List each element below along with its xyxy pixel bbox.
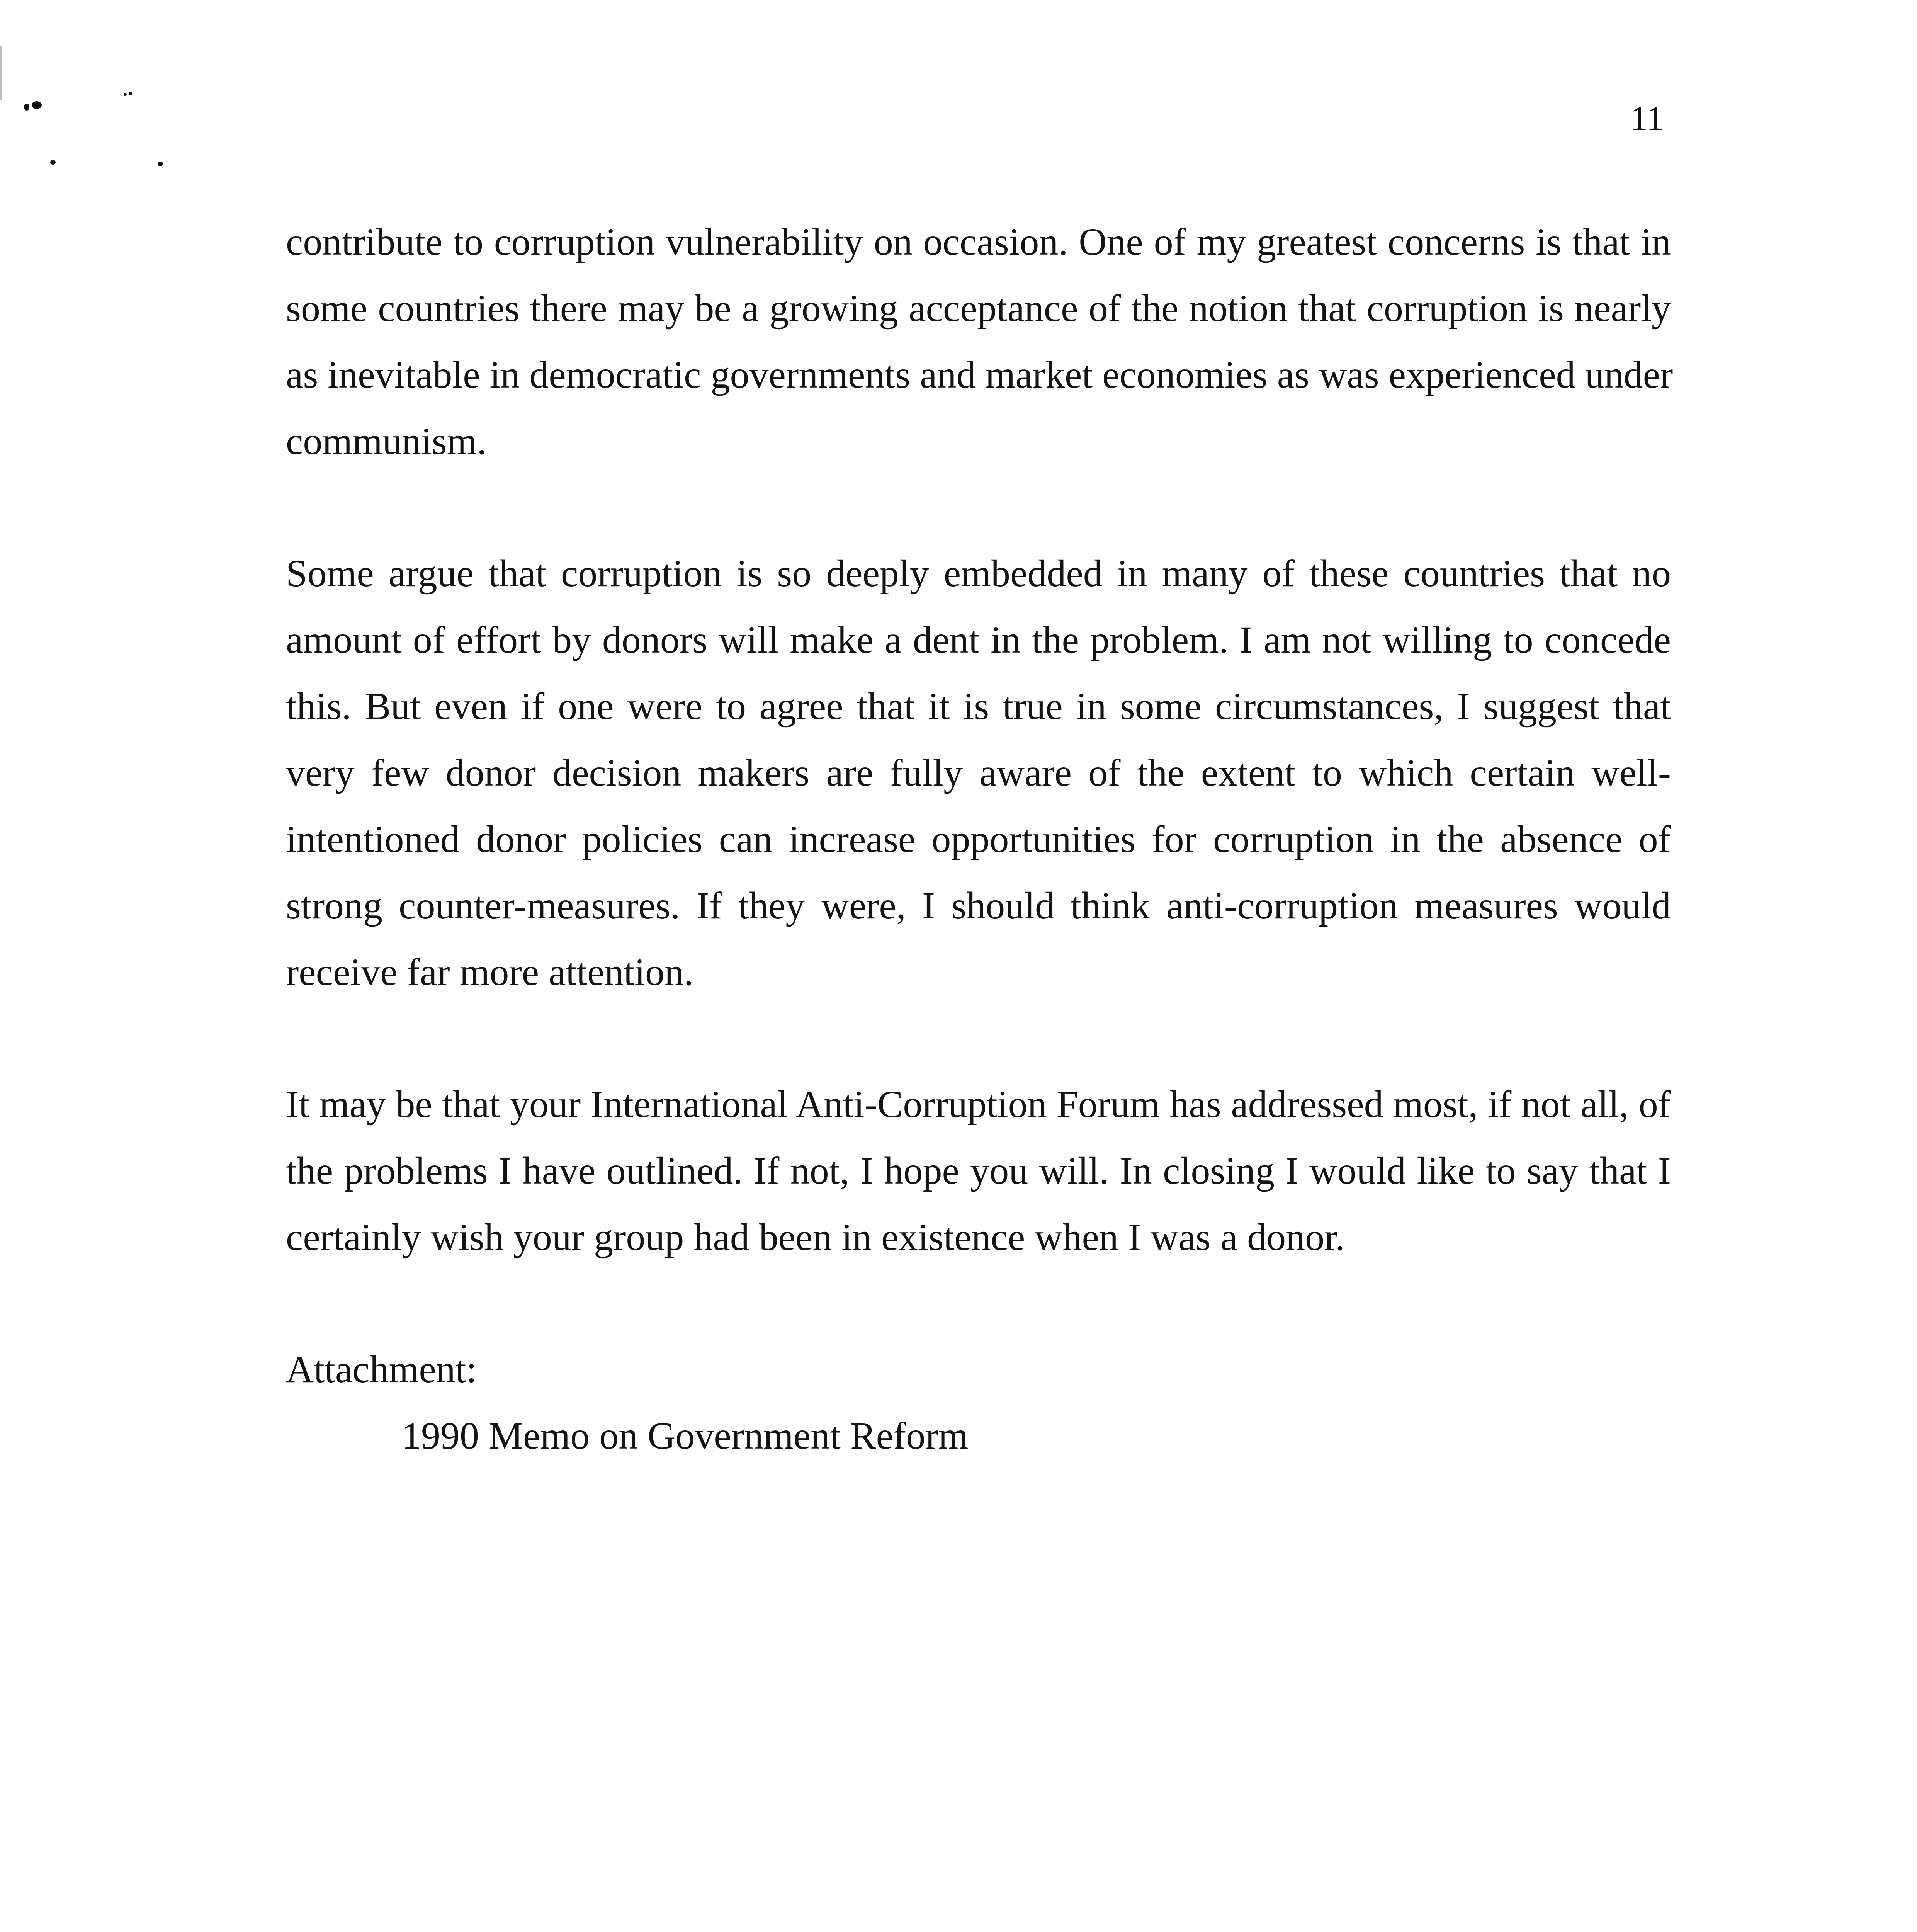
attachment-label: Attachment:	[286, 1348, 477, 1391]
paragraph	[286, 540, 1671, 1005]
scan-edge-shadow	[0, 46, 2, 100]
text-line: as inevitable in democratic governments and market economies as was experienced under	[286, 353, 1673, 396]
scan-speck	[124, 93, 127, 96]
page-number: 11	[1630, 99, 1664, 138]
text-line: amount of effort by donors will make a dent in the problem. I am not willing to concede	[286, 618, 1671, 661]
text-line: Some argue that corruption is so deeply embedded in many of these countries that no	[286, 552, 1671, 595]
text-line: strong counter-measures. If they were, I should think anti-corruption measures would	[286, 884, 1671, 927]
text-line: very few donor decision makers are fully aware of the extent to which certain well-	[286, 751, 1671, 794]
text-line: intentioned donor policies can increase opportunities for corruption in the absence of	[286, 818, 1671, 861]
text-line: It may be that your International Anti-Corruption Forum has addressed most, if not all, of	[286, 1083, 1671, 1126]
scan-speck	[32, 101, 42, 109]
paragraph	[286, 1071, 1671, 1270]
text-line: this. But even if one were to agree that it is true in some circumstances, I suggest that	[286, 685, 1671, 728]
scan-speck	[50, 160, 56, 165]
text-line: certainly wish your group had been in existence when I was a donor.	[286, 1216, 1345, 1259]
text-line: some countries there may be a growing acceptance of the notion that corruption is nearly	[286, 287, 1671, 330]
text-line: communism.	[286, 420, 487, 463]
text-line: the problems I have outlined. If not, I hope you will. In closing I would like to say that I	[286, 1149, 1671, 1192]
scan-speck	[24, 104, 29, 111]
text-line: contribute to corruption vulnerability on occasion. One of my greatest concerns is that in	[286, 220, 1671, 263]
letter-body	[286, 209, 1671, 1469]
scan-speck	[129, 92, 132, 95]
scan-speck	[158, 162, 163, 166]
text-line: receive far more attention.	[286, 951, 693, 993]
paragraph	[286, 209, 1671, 474]
attachment-item: 1990 Memo on Government Reform	[402, 1414, 969, 1457]
